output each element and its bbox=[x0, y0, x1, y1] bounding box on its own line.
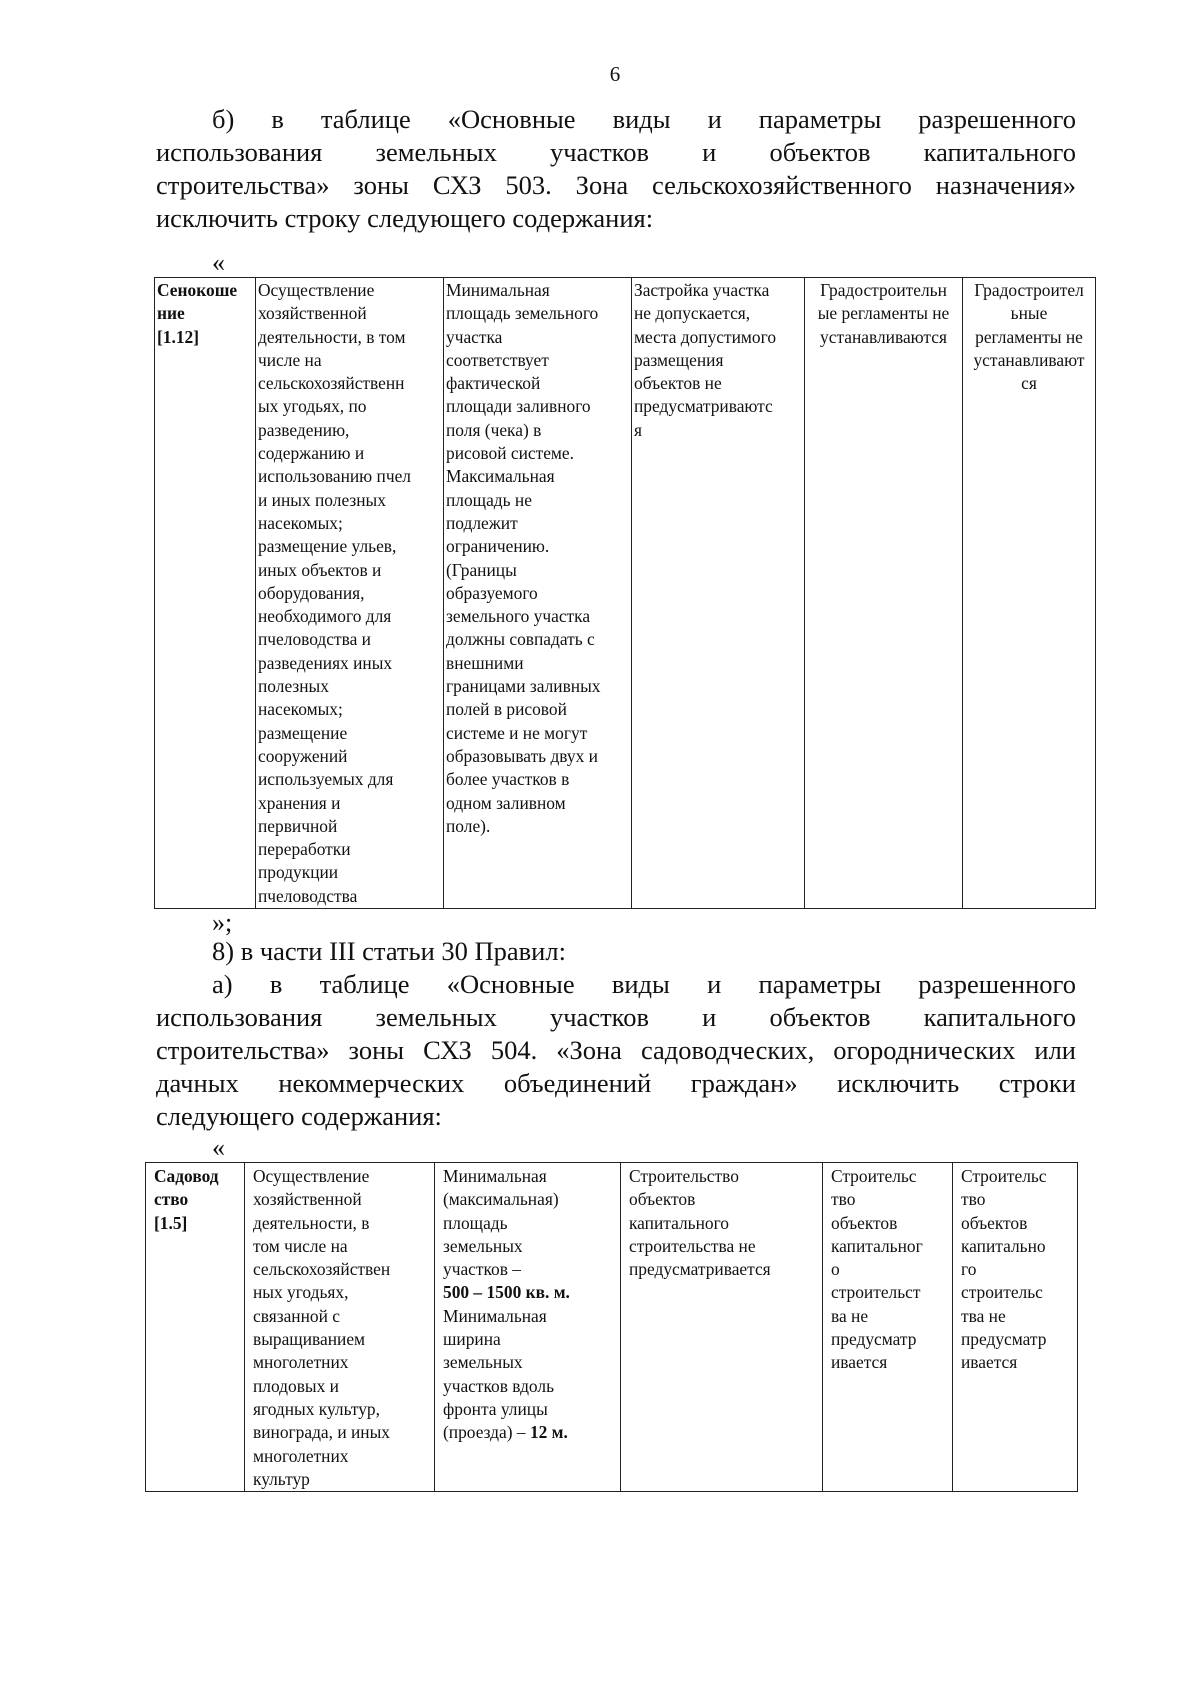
t2-description-cell: Осуществление хозяйственной деятельности, в том числе на сельскохозяйствен ных угодьях, связанной с выращиванием многолетних плодовых и ягодных культур, винограда, и иных многолетних культур bbox=[245, 1163, 435, 1492]
t1-code-cell: Сенокоше ние [1.12] bbox=[155, 278, 256, 909]
table-szh-503 bbox=[154, 277, 1096, 909]
t2-construction-cell-b: Строительс тво объектов капитально го строительс тва не предусматр ивается bbox=[953, 1163, 1078, 1492]
table1-open-quote: « bbox=[212, 248, 225, 277]
section-b-line-2: использования земельных участков и объектов капитального bbox=[156, 137, 1076, 167]
t1-description-cell: Осуществление хозяйственной деятельности, в том числе на сельскохозяйственн ых угодьях, по разведению, содержанию и использованию пчел и иных полезных насекомых; размещение ульев, иных объектов и оборудования, необходимого для пчеловодства и разведениях иных полезных насекомых; размещение сооружений используемых для хранения и первичной переработки продукции пчеловодства bbox=[256, 278, 444, 909]
point-8-line: 8) в части III статьи 30 Правил: bbox=[212, 936, 566, 966]
section-a-line-5: следующего содержания: bbox=[156, 1101, 442, 1131]
t1-regulations-cell-a: Градостроительн ые регламенты не устанавливаются bbox=[805, 278, 963, 909]
t2-development-cell: Строительство объектов капитального строительства не предусматривается bbox=[621, 1163, 823, 1492]
t1-development-cell: Застройка участка не допускается, места допустимого размещения объектов не предусматриваютс я bbox=[632, 278, 805, 909]
table2-open-quote: « bbox=[212, 1133, 225, 1162]
point-8-paragraph bbox=[156, 935, 1076, 968]
page-number: 6 bbox=[609, 62, 621, 86]
table-szh-504 bbox=[145, 1162, 1078, 1492]
section-b-line-3: строительства» зоны СХЗ 503. Зона сельскохозяйственного назначения» bbox=[156, 170, 1076, 200]
t1-parameters-cell: Минимальная площадь земельного участка соответствует фактической площади заливного поля (чека) в рисовой системе. Максимальная площадь не подлежит ограничению. (Границы образуемого земельного участка должны совпадать с внешними границами заливных полей в рисовой системе и не могут образовывать двух и более участков в одном заливном поле). bbox=[444, 278, 632, 909]
section-b-paragraph bbox=[156, 103, 1076, 235]
t2-construction-cell-a: Строительс тво объектов капитальног о строительст ва не предусматр ивается bbox=[823, 1163, 953, 1492]
section-b-line-1: б) в таблице «Основные виды и параметры разрешенного bbox=[212, 104, 1076, 134]
table-row bbox=[146, 1163, 1078, 1492]
section-a-line-4: дачных некоммерческих объединений граждан» исключить строки bbox=[156, 1068, 1076, 1098]
t2-parameters-cell: Минимальная (максимальная) площадь земельных участков – 500 – 1500 кв. м. Минимальная ширина земельных участков вдоль фронта улицы (проезда) – 12 м. bbox=[435, 1163, 621, 1492]
table1-close-quote: »; bbox=[212, 908, 233, 937]
section-b-line-4: исключить строку следующего содержания: bbox=[156, 203, 654, 233]
table-row bbox=[155, 278, 1096, 909]
section-a-line-3: строительства» зоны СХЗ 504. «Зона садоводческих, огороднических или bbox=[156, 1035, 1076, 1065]
section-a-line-2: использования земельных участков и объектов капитального bbox=[156, 1002, 1076, 1032]
t2-code-cell: Садовод ство [1.5] bbox=[146, 1163, 245, 1492]
t1-regulations-cell-b: Градостроител ьные регламенты не устанавливают ся bbox=[963, 278, 1096, 909]
section-a-paragraph bbox=[156, 968, 1076, 1133]
section-a-line-1: а) в таблице «Основные виды и параметры разрешенного bbox=[212, 969, 1076, 999]
